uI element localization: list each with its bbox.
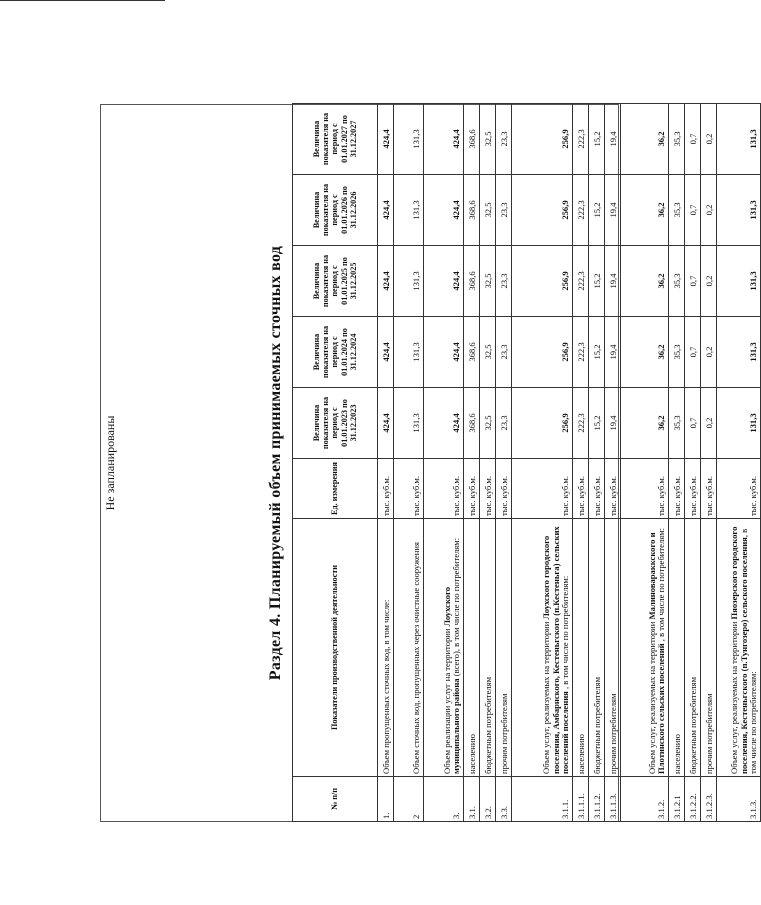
row-value: 424,4 [378, 104, 394, 175]
indicator-text-part: , в том числе по потребителям: [738, 528, 759, 774]
row-value: 19,4 [605, 175, 621, 246]
header-2025: Величина показателя на период с 01.01.2025 по 31.12.2025 [293, 246, 378, 317]
row-unit: тыс. куб.м. [464, 459, 480, 519]
header-unit: Ед. измерения [293, 459, 378, 519]
row-number: 3.1.1.1. [573, 777, 589, 822]
row-value: 424,4 [378, 175, 394, 246]
row-value: 424,4 [378, 246, 394, 317]
indicator-text-part: Объем услуг, реализуемых на территории [541, 619, 552, 774]
table-row [589, 104, 605, 822]
row-indicator: бюджетным потребителям [589, 519, 605, 777]
row-value: 0,7 [685, 317, 701, 388]
row-indicator: населению [669, 519, 685, 777]
header-2024: Величина показателя на период с 01.01.2024 по 31.12.2024 [293, 317, 378, 388]
header-2027: Величина показателя на период с 01.01.2027 по 31.12.2027 [293, 104, 378, 175]
row-value: 256,9 [512, 317, 573, 388]
row-number: 3.1.2.2. [685, 777, 701, 822]
row-value: 36,2 [621, 246, 669, 317]
table-row [621, 104, 669, 822]
row-value: 424,4 [424, 317, 464, 388]
row-unit: тыс. куб.м. [573, 459, 589, 519]
row-unit: тыс. куб.м. [424, 459, 464, 519]
table-body [378, 104, 761, 822]
row-value: 32,5 [480, 317, 496, 388]
row-value: 32,5 [480, 388, 496, 459]
row-value: 32,5 [480, 104, 496, 175]
table-row [717, 104, 761, 822]
row-value: 23,3 [496, 104, 512, 175]
row-number: 3.1.2.3. [701, 777, 717, 822]
row-indicator: Объем пропущенных сточных вод, в том числе: [378, 519, 394, 777]
header-2023: Величина показателя на период с 01.01.2023 по 31.12.2023 [293, 388, 378, 459]
not-planned-note: Не запланированы [103, 415, 117, 511]
row-indicator: бюджетным потребителям [480, 519, 496, 777]
row-indicator: населению [573, 519, 589, 777]
row-value: 424,4 [424, 246, 464, 317]
row-value: 23,3 [496, 317, 512, 388]
row-number: 3.1.2.1 [669, 777, 685, 822]
row-value: 131,3 [717, 246, 761, 317]
table-row [605, 104, 621, 822]
row-value: 15,2 [589, 175, 605, 246]
row-number: 3.1.1. [512, 777, 573, 822]
row-value: 256,9 [512, 175, 573, 246]
row-value: 131,3 [394, 104, 424, 175]
table-row [512, 104, 573, 822]
row-unit: тыс. куб.м. [685, 459, 701, 519]
row-value: 222,3 [573, 104, 589, 175]
row-indicator [424, 519, 464, 777]
row-unit: тыс. куб.м. [496, 459, 512, 519]
row-value: 131,3 [394, 246, 424, 317]
row-value: 256,9 [512, 104, 573, 175]
row-indicator: Объем сточных вод, пропущенных через очистные сооружения [394, 519, 424, 777]
row-value: 0,7 [685, 104, 701, 175]
header-num: № п/п [293, 777, 378, 822]
row-value: 0,2 [701, 388, 717, 459]
row-number: 3.2. [480, 777, 496, 822]
row-value: 222,3 [573, 175, 589, 246]
row-value: 15,2 [589, 246, 605, 317]
row-value: 131,3 [717, 317, 761, 388]
row-number: 3.3. [496, 777, 512, 822]
header-indicator: Показатели производственной деятельности [293, 519, 378, 777]
indicator-text-part: , в том числе по потребителям: [560, 575, 571, 692]
row-value: 32,5 [480, 175, 496, 246]
row-value: 0,7 [685, 388, 701, 459]
row-value: 424,4 [424, 104, 464, 175]
row-value: 131,3 [394, 388, 424, 459]
row-value: 424,4 [424, 388, 464, 459]
table-row [701, 104, 717, 822]
table-row [424, 104, 464, 822]
row-value: 23,3 [496, 388, 512, 459]
row-value: 0,2 [701, 246, 717, 317]
row-number: 3.1.3. [717, 777, 761, 822]
row-value: 35,3 [669, 246, 685, 317]
rotated-page [100, 104, 759, 822]
row-value: 23,3 [496, 246, 512, 317]
row-indicator [717, 519, 761, 777]
row-value: 19,4 [605, 246, 621, 317]
row-indicator [512, 519, 573, 777]
row-value: 36,2 [621, 317, 669, 388]
table-row [480, 104, 496, 822]
row-value: 0,7 [685, 175, 701, 246]
row-value: 0,2 [701, 104, 717, 175]
row-value: 368,6 [464, 104, 480, 175]
row-number: 3.1. [464, 777, 480, 822]
table-row [573, 104, 589, 822]
row-unit: тыс. куб.м. [512, 459, 573, 519]
row-unit: тыс. куб.м. [480, 459, 496, 519]
row-value: 222,3 [573, 246, 589, 317]
row-number: 3.1.2. [621, 777, 669, 822]
row-number: 2 [394, 777, 424, 822]
row-value: 32,5 [480, 246, 496, 317]
row-value: 256,9 [512, 246, 573, 317]
row-value: 19,4 [605, 104, 621, 175]
header-2026: Величина показателя на период с 01.01.2026 по 31.12.2026 [293, 175, 378, 246]
row-value: 368,6 [464, 388, 480, 459]
row-value: 131,3 [717, 104, 761, 175]
table-row [669, 104, 685, 822]
row-value: 35,3 [669, 388, 685, 459]
row-value: 36,2 [621, 388, 669, 459]
row-value: 0,2 [701, 317, 717, 388]
row-value: 131,3 [717, 388, 761, 459]
table-header-row [293, 104, 378, 822]
row-value: 19,4 [605, 388, 621, 459]
row-value: 131,3 [717, 175, 761, 246]
row-value: 256,9 [512, 388, 573, 459]
row-value: 368,6 [464, 246, 480, 317]
row-number: 3.1.1.2. [589, 777, 605, 822]
indicator-text-part: Малиновараккского и Плотинского сельских поселений [646, 532, 667, 774]
row-indicator: прочим потребителям [701, 519, 717, 777]
table-row [496, 104, 512, 822]
row-value: 0,2 [701, 175, 717, 246]
row-indicator [621, 519, 669, 777]
row-unit: тыс. куб.м. [669, 459, 685, 519]
row-value: 15,2 [589, 104, 605, 175]
row-value: 368,6 [464, 317, 480, 388]
row-value: 131,3 [394, 175, 424, 246]
top-rule [0, 0, 165, 1]
row-value: 35,3 [669, 317, 685, 388]
row-value: 23,3 [496, 175, 512, 246]
row-value: 424,4 [424, 175, 464, 246]
row-value: 35,3 [669, 175, 685, 246]
row-value: 424,4 [378, 388, 394, 459]
indicator-text-part: Лоухского городского поселения, Амбарнского, Кестеньгского (п.Кестеньга) сельских поселений поселения [541, 526, 571, 774]
row-unit: тыс. куб.м. [378, 459, 394, 519]
indicator-text-part: Объем реализации услуг на территории [441, 626, 452, 774]
row-value: 15,2 [589, 317, 605, 388]
wastewater-volume-table [292, 103, 761, 822]
indicator-text-part: (всего), в том числе по потребителям: [451, 537, 462, 679]
row-value: 424,4 [378, 317, 394, 388]
row-value: 0,7 [685, 246, 701, 317]
indicator-text-part: Лоухского муниципального района [441, 586, 462, 774]
row-value: 368,6 [464, 175, 480, 246]
indicator-text-part: Пяозерского городского поселения, Кестеньгского (п.Тунгозеро) сельского поселения [729, 526, 749, 774]
row-value: 19,4 [605, 317, 621, 388]
row-unit: тыс. куб.м. [589, 459, 605, 519]
row-unit: тыс. куб.м. [701, 459, 717, 519]
row-unit: тыс. куб.м. [605, 459, 621, 519]
row-indicator: населению [464, 519, 480, 777]
table-row [378, 104, 394, 822]
table-row [685, 104, 701, 822]
row-number: 3. [424, 777, 464, 822]
row-value: 36,2 [621, 104, 669, 175]
row-number: 1. [378, 777, 394, 822]
row-value: 15,2 [589, 388, 605, 459]
row-indicator: прочим потребителям [605, 519, 621, 777]
indicator-text-part: , в том числе по потребителям: [656, 527, 667, 644]
row-number: 3.1.1.3. [605, 777, 621, 822]
row-value: 36,2 [621, 175, 669, 246]
row-value: 35,3 [669, 104, 685, 175]
row-unit: тыс. куб.м. [717, 459, 761, 519]
row-value: 222,3 [573, 317, 589, 388]
row-indicator: прочим потребителям [496, 519, 512, 777]
indicator-text-part: Объем услуг, реализуемых на территории [646, 619, 657, 774]
indicator-text-part: Объем услуг, реализуемых на территории [729, 619, 740, 774]
row-value: 131,3 [394, 317, 424, 388]
row-unit: тыс. куб.м. [621, 459, 669, 519]
row-value: 222,3 [573, 388, 589, 459]
table-row [464, 104, 480, 822]
row-unit: тыс. куб.м. [394, 459, 424, 519]
table-row [394, 104, 424, 822]
section-title: Раздел 4. Планируемый объем принимаемых сточных вод [267, 245, 284, 681]
row-indicator: бюджетным потребителям [685, 519, 701, 777]
